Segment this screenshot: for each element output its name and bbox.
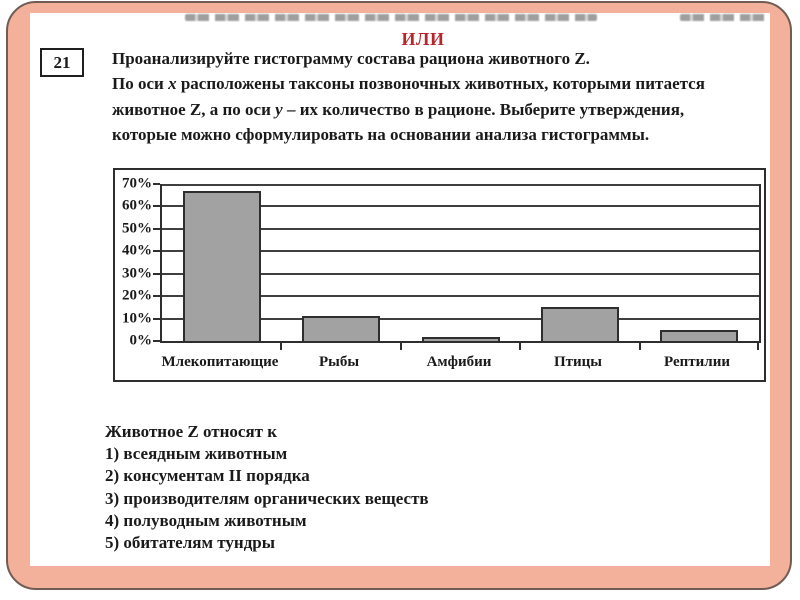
histogram-bar	[422, 337, 500, 341]
y-axis-tick	[153, 205, 160, 207]
y-gridline	[162, 184, 759, 186]
histogram-bar	[541, 307, 619, 341]
histogram-bar	[183, 191, 261, 341]
slide-content-area	[30, 13, 770, 566]
question-text-line: животное Z, а по оси y – их количество в рационе. Выберите утверждения,	[112, 99, 685, 119]
x-axis-tick	[280, 343, 282, 350]
divider-label: ИЛИ	[401, 29, 445, 49]
x-axis-category-label: Рептилии	[664, 354, 730, 370]
y-axis-label: 0%	[129, 332, 152, 349]
y-axis-label: 50%	[122, 220, 152, 237]
clipped-text-fragment-left	[185, 14, 597, 21]
question-text	[112, 46, 772, 148]
x-axis-category-label: Амфибии	[426, 354, 492, 370]
x-axis-tick	[519, 343, 521, 350]
histogram-bar	[660, 330, 738, 341]
y-axis-tick	[153, 228, 160, 230]
x-axis-tick	[757, 343, 759, 350]
y-axis-label: 20%	[122, 287, 152, 304]
y-axis-label: 60%	[122, 197, 152, 214]
question-number: 21	[53, 52, 71, 72]
answer-option: 4) полуводным животным	[105, 510, 307, 530]
y-axis-label: 40%	[122, 242, 152, 259]
x-axis-category-label: Рыбы	[318, 354, 360, 370]
y-axis-label: 30%	[122, 265, 152, 282]
y-axis-tick	[153, 318, 160, 320]
answer-option: 3) производителям органических веществ	[105, 488, 429, 508]
y-axis-tick	[153, 295, 160, 297]
answer-option: 1) всеядным животным	[105, 444, 288, 464]
y-axis-tick	[153, 250, 160, 252]
y-axis-tick	[153, 273, 160, 275]
x-axis-category-label: Млекопитающие	[161, 354, 279, 370]
question-number-box	[40, 48, 84, 77]
y-axis-label: 10%	[122, 310, 152, 327]
x-axis-tick	[400, 343, 402, 350]
question-text-line: Проанализируйте гистограмму состава рациона животного Z.	[112, 49, 590, 68]
x-axis-category-label: Птицы	[553, 354, 603, 370]
histogram-bar	[302, 316, 380, 341]
diet-histogram	[113, 168, 766, 382]
clipped-text-fragment-right	[680, 14, 766, 21]
y-axis-tick	[153, 183, 160, 185]
question-text-line: По оси x расположены таксоны позвоночных животных, которыми питается	[112, 74, 705, 94]
histogram-plot-area	[122, 175, 761, 349]
answer-option: 2) консументам II порядка	[105, 466, 310, 486]
y-axis-tick	[153, 340, 160, 342]
x-axis-tick	[639, 343, 641, 350]
y-axis-label: 70%	[122, 175, 152, 192]
answer-option: 5) обитателям тундры	[105, 533, 276, 553]
answer-lead-text: Животное Z относят к	[105, 422, 278, 441]
question-text-line: которые можно сформулировать на основании анализа гистограммы.	[112, 125, 650, 145]
answer-options-block	[105, 421, 429, 554]
